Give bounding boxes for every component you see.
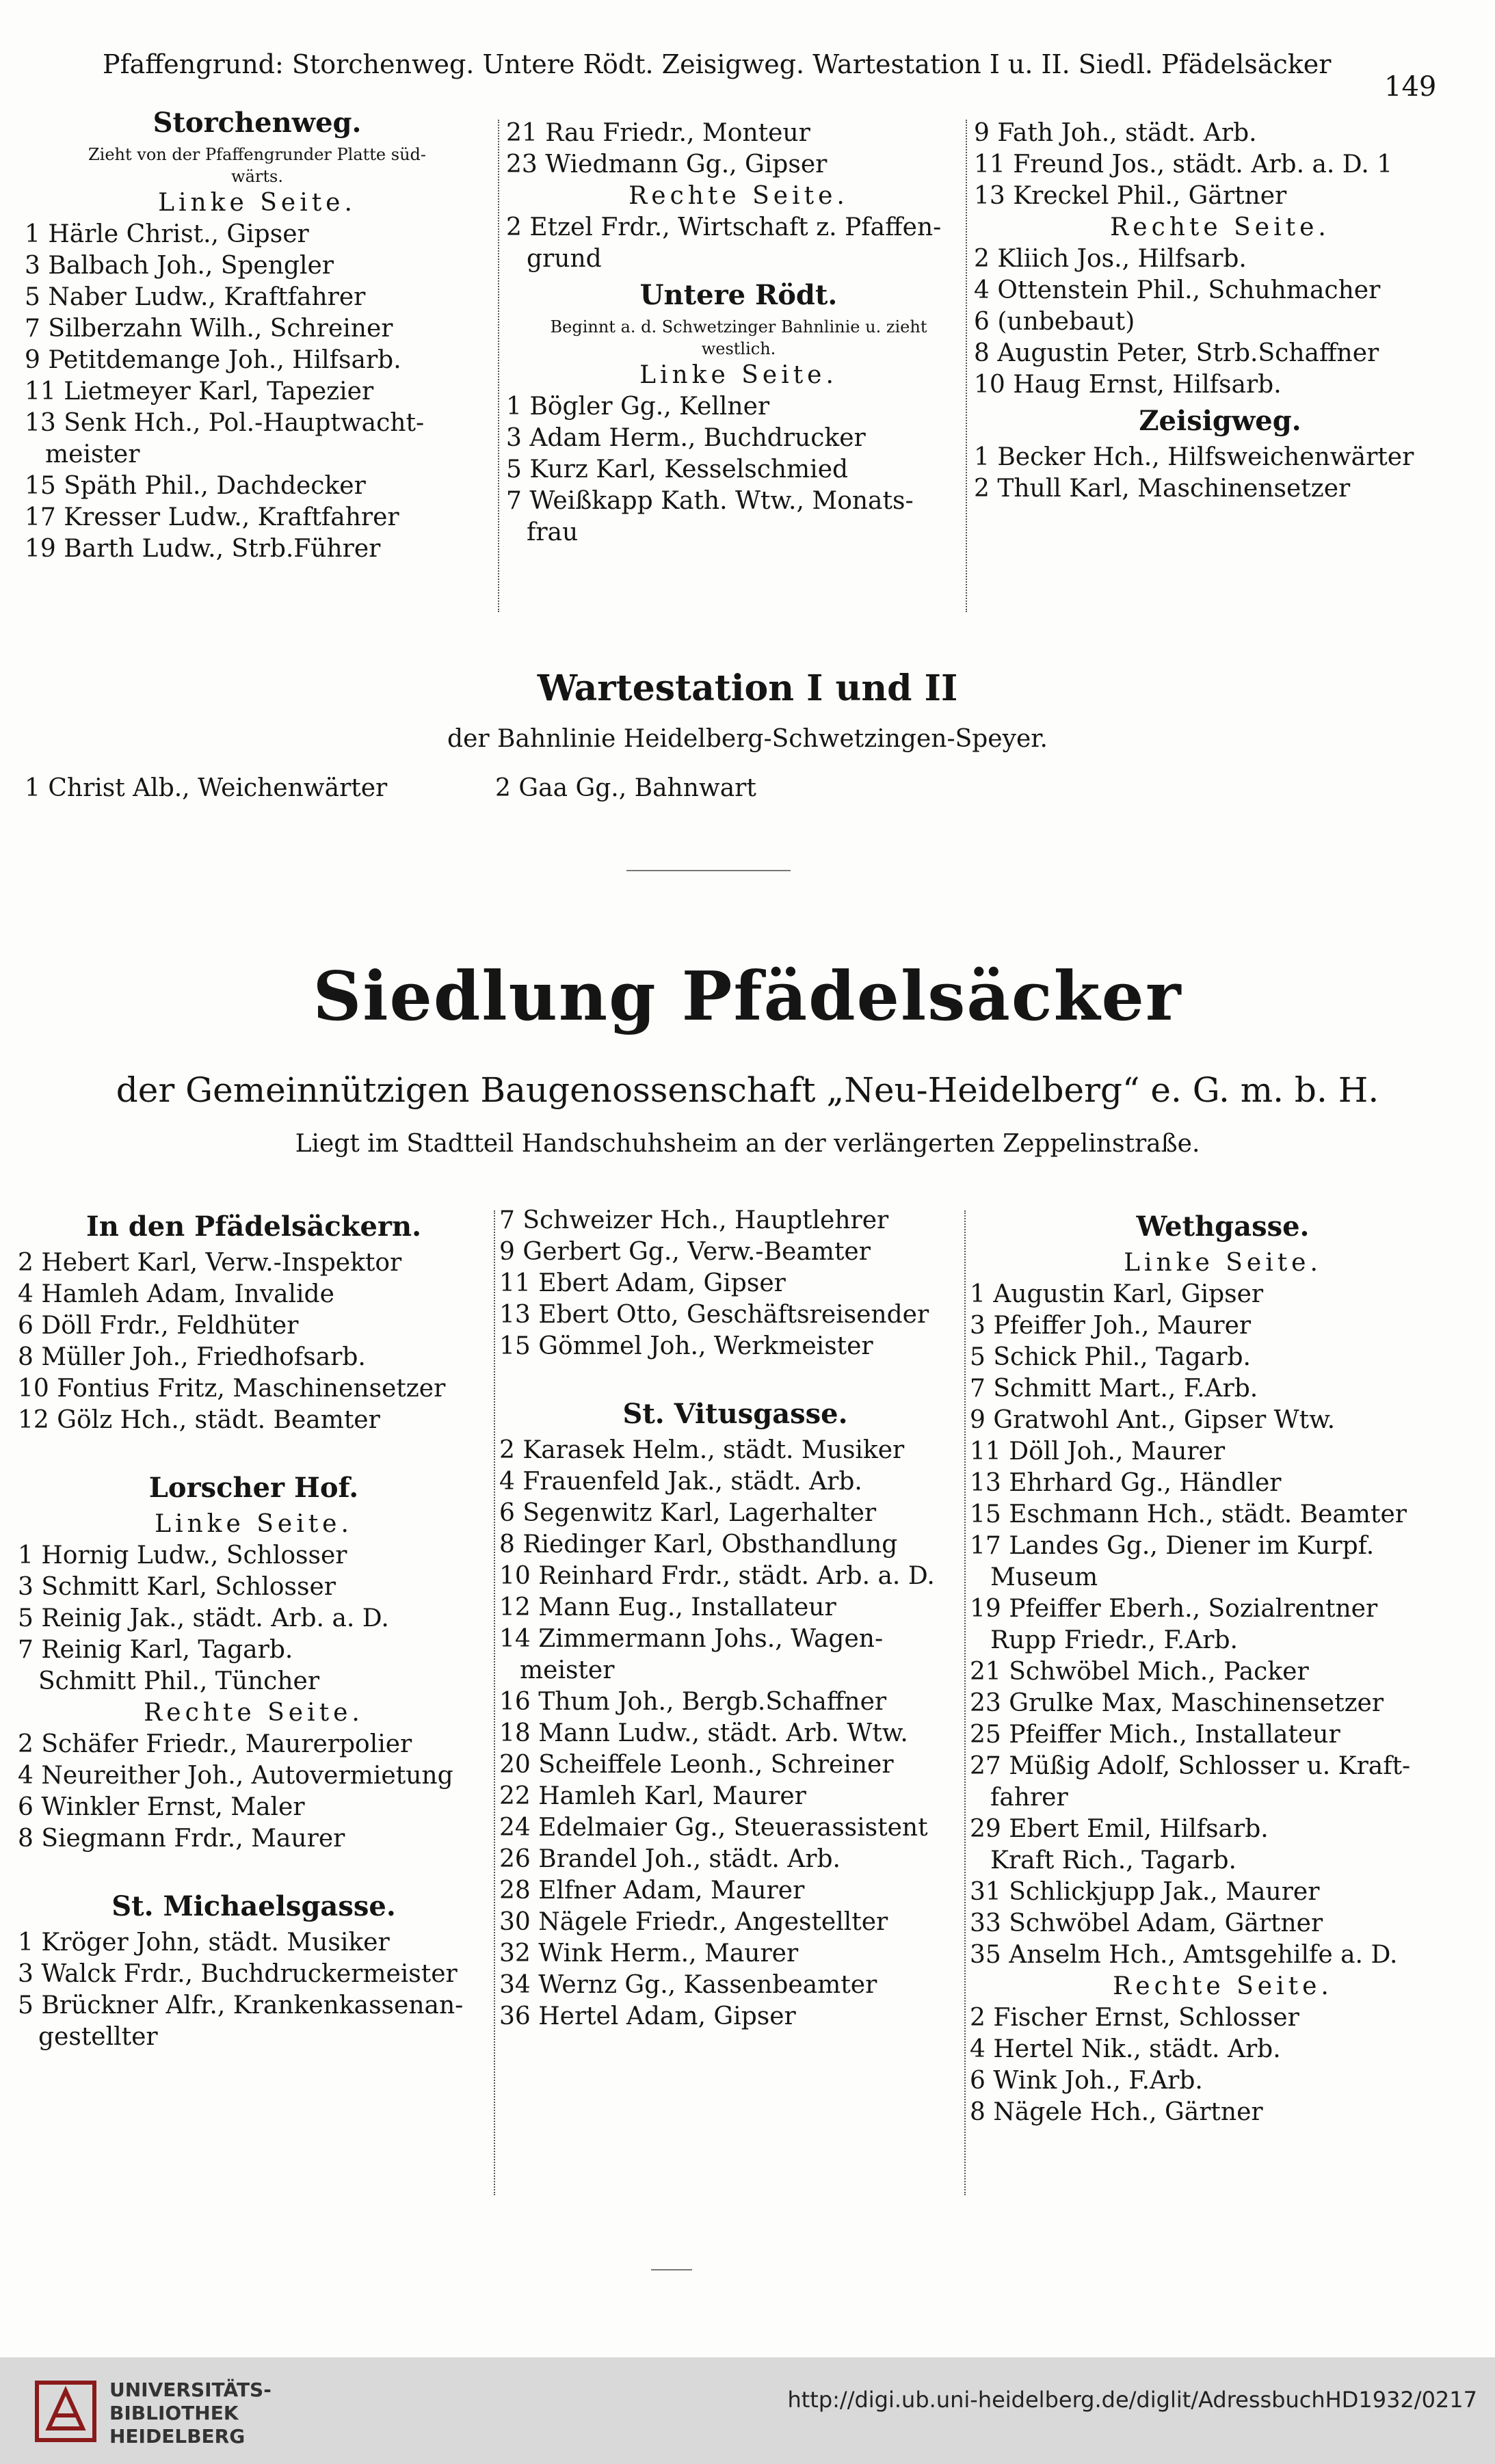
directory-entry: 11 Döll Joh., Maurer <box>970 1438 1226 1466</box>
directory-entry: 8 Nägele Hch., Gärtner <box>970 2098 1263 2126</box>
pfaedelsaecker-column <box>18 1206 490 2053</box>
directory-entry: Museum <box>990 1563 1098 1591</box>
directory-entry: 2 Kliich Jos., Hilfsarb. <box>974 245 1247 273</box>
directory-entry: 10 Fontius Fritz, Maschinensetzer <box>18 1375 446 1403</box>
directory-entry: 8 Müller Joh., Friedhofsarb. <box>18 1343 366 1371</box>
directory-entry: 35 Anselm Hch., Amtsgehilfe a. D. <box>970 1941 1398 1969</box>
running-header: Pfaffengrund: Storchenweg. Untere Rödt. Zeisigweg. Wartestation I u. II. Siedl. Pfädelsäcker <box>103 49 1332 79</box>
side-heading: Linke Seite. <box>158 189 356 217</box>
directory-entry: 32 Wink Herm., Maurer <box>499 1939 799 1968</box>
directory-entry: 1 Härle Christ., Gipser <box>25 220 309 248</box>
directory-entry: 10 Haug Ernst, Hilfsarb. <box>974 371 1282 399</box>
directory-entry: 23 Wiedmann Gg., Gipser <box>506 150 828 178</box>
storchenweg-column <box>25 103 490 565</box>
library-logo-icon <box>31 2377 100 2446</box>
directory-entry: 34 Wernz Gg., Kassenbeamter <box>499 1971 877 1999</box>
siedlung-subtitle: der Gemeinnützigen Baugenossenschaft „Neu-Heidelberg“ e. G. m. b. H. <box>116 1070 1379 1110</box>
directory-entry: Schmitt Phil., Tüncher <box>38 1667 320 1695</box>
directory-entry: 6 Segenwitz Karl, Lagerhalter <box>499 1499 877 1527</box>
street-heading: Lorscher Hof. <box>148 1472 359 1504</box>
directory-entry: 15 Eschmann Hch., städt. Beamter <box>970 1500 1407 1528</box>
directory-entry: 1 Hornig Ludw., Schlosser <box>18 1541 347 1569</box>
street-heading: Storchenweg. <box>153 107 362 139</box>
wartestation-subtitle: der Bahnlinie Heidelberg-Schwetzingen-Speyer. <box>447 725 1048 753</box>
directory-entry: 22 Hamleh Karl, Maurer <box>499 1782 806 1810</box>
directory-entry: 20 Scheiffele Leonh., Schreiner <box>499 1751 894 1779</box>
directory-entry: 3 Walck Frdr., Buchdruckermeister <box>18 1960 458 1988</box>
directory-entry: 7 Weißkapp Kath. Wtw., Monats- <box>506 487 914 515</box>
directory-entry: 2 Fischer Ernst, Schlosser <box>970 2004 1299 2032</box>
wartestation-title: Wartestation I und II <box>537 667 958 709</box>
directory-entry: 7 Schmitt Mart., F.Arb. <box>970 1375 1258 1403</box>
directory-entry: 10 Reinhard Frdr., städt. Arb. a. D. <box>499 1562 935 1590</box>
street-heading: St. Vitusgasse. <box>622 1398 848 1430</box>
directory-entry: 21 Schwöbel Mich., Packer <box>970 1658 1309 1686</box>
library-line: UNIVERSITÄTS- <box>109 2379 272 2401</box>
directory-entry: 11 Ebert Adam, Gipser <box>499 1269 786 1297</box>
column-divider <box>494 1210 495 2195</box>
directory-entry: 19 Barth Ludw., Strb.Führer <box>25 535 381 563</box>
street-note: westlich. <box>701 339 776 358</box>
directory-entry: frau <box>527 518 579 546</box>
page-number: 149 <box>1384 71 1437 103</box>
directory-entry: 3 Balbach Joh., Spengler <box>25 252 334 280</box>
wartestation-right <box>495 773 756 804</box>
spacer <box>18 1855 490 1886</box>
directory-entry: 17 Landes Gg., Diener im Kurpf. <box>970 1532 1375 1560</box>
directory-entry: 2 Schäfer Friedr., Maurerpolier <box>18 1730 412 1758</box>
directory-entry: Kraft Rich., Tagarb. <box>990 1846 1236 1875</box>
library-line: BIBLIOTHEK <box>109 2402 239 2424</box>
side-heading: Rechte Seite. <box>1113 1972 1333 2000</box>
directory-entry: 11 Freund Jos., städt. Arb. a. D. 1 <box>974 150 1393 178</box>
directory-entry: 8 Siegmann Frdr., Maurer <box>18 1825 345 1853</box>
directory-entry: 9 Gerbert Gg., Verw.-Beamter <box>499 1238 871 1266</box>
directory-entry: 9 Petitdemange Joh., Hilfsarb. <box>25 346 401 374</box>
untere-roedt-column <box>506 118 971 548</box>
directory-entry: 1 Bögler Gg., Kellner <box>506 393 770 421</box>
directory-entry: 1 Christ Alb., Weichenwärter <box>25 774 388 802</box>
siedlung-location-note: Liegt im Stadtteil Handschuhsheim an der verlängerten Zeppelinstraße. <box>295 1130 1200 1158</box>
side-heading: Linke Seite. <box>639 361 838 389</box>
directory-entry: 26 Brandel Joh., städt. Arb. <box>499 1845 841 1873</box>
directory-entry: 15 Gömmel Joh., Werkmeister <box>499 1332 873 1360</box>
directory-entry: 24 Edelmaier Gg., Steuerassistent <box>499 1814 928 1842</box>
directory-entry: 5 Reinig Jak., städt. Arb. a. D. <box>18 1604 389 1632</box>
directory-entry: 6 Wink Joh., F.Arb. <box>970 2067 1203 2095</box>
end-mark <box>651 2269 692 2270</box>
directory-entry: 6 (unbebaut) <box>974 308 1135 336</box>
directory-entry: 5 Kurz Karl, Kesselschmied <box>506 455 849 483</box>
directory-entry: 11 Lietmeyer Karl, Tapezier <box>25 377 374 406</box>
column-divider <box>966 120 967 612</box>
directory-entry: meister <box>520 1656 615 1684</box>
directory-entry: 8 Riedinger Karl, Obsthandlung <box>499 1531 898 1559</box>
directory-entry: 3 Adam Herm., Buchdrucker <box>506 424 866 452</box>
directory-entry: 17 Kresser Ludw., Kraftfahrer <box>25 503 399 531</box>
column-divider <box>498 120 499 612</box>
directory-entry: 2 Hebert Karl, Verw.-Inspektor <box>18 1249 402 1277</box>
directory-entry: 23 Grulke Max, Maschinensetzer <box>970 1689 1384 1717</box>
directory-entry: 29 Ebert Emil, Hilfsarb. <box>970 1815 1269 1843</box>
directory-entry: 9 Gratwohl Ant., Gipser Wtw. <box>970 1406 1336 1434</box>
directory-entry: 33 Schwöbel Adam, Gärtner <box>970 1909 1323 1937</box>
directory-entry: 5 Schick Phil., Tagarb. <box>970 1343 1251 1371</box>
directory-entry: gestellter <box>38 2023 158 2051</box>
directory-entry: 3 Pfeiffer Joh., Maurer <box>970 1312 1252 1340</box>
street-note: wärts. <box>231 167 283 186</box>
spacer <box>499 1362 971 1394</box>
library-name <box>109 2379 272 2448</box>
directory-entry: 1 Augustin Karl, Gipser <box>970 1280 1264 1308</box>
vitusgasse-column <box>499 1205 971 2032</box>
directory-entry: 2 Karasek Helm., städt. Musiker <box>499 1436 905 1464</box>
directory-entry: 2 Thull Karl, Maschinensetzer <box>974 475 1351 503</box>
directory-entry: 25 Pfeiffer Mich., Installateur <box>970 1721 1340 1749</box>
directory-entry: Rupp Friedr., F.Arb. <box>990 1626 1238 1654</box>
street-heading: In den Pfädelsäckern. <box>86 1210 421 1243</box>
side-heading: Rechte Seite. <box>144 1699 364 1727</box>
directory-entry: 5 Naber Ludw., Kraftfahrer <box>25 283 366 311</box>
directory-entry: 16 Thum Joh., Bergb.Schaffner <box>499 1688 887 1716</box>
directory-entry: grund <box>527 245 602 273</box>
street-heading: St. Michaelsgasse. <box>111 1890 396 1922</box>
source-url-link[interactable]: http://digi.ub.uni-heidelberg.de/diglit/AdressbuchHD1932/0217 <box>787 2387 1477 2413</box>
directory-entry: 15 Späth Phil., Dachdecker <box>25 472 366 500</box>
directory-entry: 3 Schmitt Karl, Schlosser <box>18 1573 336 1601</box>
directory-entry: 13 Ehrhard Gg., Händler <box>970 1469 1282 1497</box>
directory-entry: 7 Reinig Karl, Tagarb. <box>18 1636 293 1664</box>
directory-entry: 6 Winkler Ernst, Maler <box>18 1793 305 1821</box>
zeisigweg-column <box>974 118 1466 505</box>
directory-entry: 19 Pfeiffer Eberh., Sozialrentner <box>970 1595 1378 1623</box>
directory-entry: 13 Senk Hch., Pol.-Hauptwacht- <box>25 409 425 437</box>
directory-entry: 28 Elfner Adam, Maurer <box>499 1877 805 1905</box>
directory-entry: 7 Silberzahn Wilh., Schreiner <box>25 315 393 343</box>
street-heading: Zeisigweg. <box>1139 405 1301 437</box>
directory-entry: 12 Mann Eug., Installateur <box>499 1593 836 1621</box>
street-heading: Wethgasse. <box>1136 1210 1310 1243</box>
directory-entry: 2 Gaa Gg., Bahnwart <box>495 774 756 802</box>
directory-entry: 2 Etzel Frdr., Wirtschaft z. Pfaffen- <box>506 213 942 241</box>
wethgasse-column <box>970 1206 1476 2128</box>
directory-entry: 14 Zimmermann Johs., Wagen- <box>499 1625 884 1653</box>
directory-entry: 36 Hertel Adam, Gipser <box>499 2002 796 2030</box>
directory-entry: 6 Döll Frdr., Feldhüter <box>18 1312 299 1340</box>
street-heading: Untere Rödt. <box>639 279 838 311</box>
directory-entry: 21 Rau Friedr., Monteur <box>506 119 810 147</box>
directory-entry: 12 Gölz Hch., städt. Beamter <box>18 1406 380 1434</box>
column-divider <box>964 1210 966 2195</box>
siedlung-title: Siedlung Pfädelsäcker <box>313 957 1182 1036</box>
street-note: Zieht von der Pfaffengrunder Platte süd- <box>88 145 426 164</box>
directory-entry: 18 Mann Ludw., städt. Arb. Wtw. <box>499 1719 908 1747</box>
directory-entry: 13 Kreckel Phil., Gärtner <box>974 182 1287 210</box>
directory-entry: meister <box>45 440 140 468</box>
spacer <box>18 1436 490 1468</box>
directory-entry: 30 Nägele Friedr., Angestellter <box>499 1908 888 1936</box>
directory-entry: 27 Müßig Adolf, Schlosser u. Kraft- <box>970 1752 1411 1780</box>
directory-entry: fahrer <box>990 1784 1068 1812</box>
directory-entry: 7 Schweizer Hch., Hauptlehrer <box>499 1206 889 1234</box>
directory-entry: 4 Ottenstein Phil., Schuhmacher <box>974 276 1381 304</box>
wartestation-left <box>25 773 387 804</box>
directory-entry: 1 Kröger John, städt. Musiker <box>18 1929 390 1957</box>
street-note: Beginnt a. d. Schwetzinger Bahnlinie u. zieht <box>550 317 927 336</box>
side-heading: Rechte Seite. <box>1110 213 1330 241</box>
section-separator <box>626 870 791 871</box>
directory-entry: 5 Brückner Alfr., Krankenkassenan- <box>18 1991 464 2019</box>
side-heading: Linke Seite. <box>1124 1249 1322 1277</box>
library-line: HEIDELBERG <box>109 2425 246 2448</box>
directory-entry: 4 Hertel Nik., städt. Arb. <box>970 2035 1281 2063</box>
directory-entry: 4 Frauenfeld Jak., städt. Arb. <box>499 1468 862 1496</box>
side-heading: Linke Seite. <box>155 1510 353 1538</box>
directory-entry: 13 Ebert Otto, Geschäftsreisender <box>499 1301 929 1329</box>
directory-entry: 4 Hamleh Adam, Invalide <box>18 1280 334 1308</box>
directory-entry: 1 Becker Hch., Hilfsweichenwärter <box>974 443 1414 471</box>
directory-entry: 8 Augustin Peter, Strb.Schaffner <box>974 339 1379 367</box>
directory-entry: 31 Schlickjupp Jak., Maurer <box>970 1878 1320 1906</box>
side-heading: Rechte Seite. <box>629 182 849 210</box>
directory-entry: 9 Fath Joh., städt. Arb. <box>974 119 1257 147</box>
directory-entry: 4 Neureither Joh., Autovermietung <box>18 1762 453 1790</box>
